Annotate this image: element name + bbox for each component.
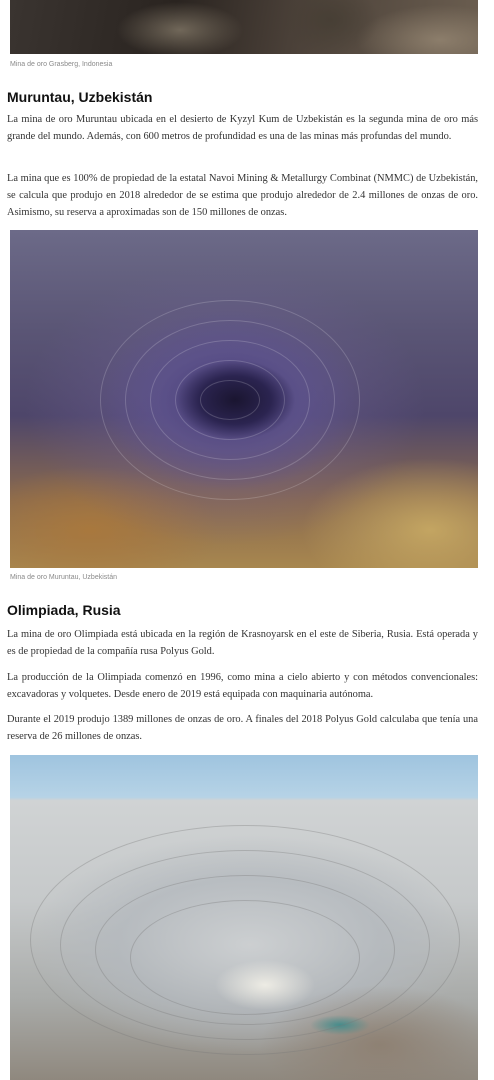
muruntau-mine-photo (10, 230, 478, 568)
grasberg-mine-photo (10, 0, 478, 54)
muruntau-paragraph-2: La mina que es 100% de propiedad de la estatal Navoi Mining & Metallurgy Combinat (NMMC) de Uzbekistán, se calcula que produjo en 2018 alrededor de se estima que produjo alrededor de 2.4 millones de onzas de oro. Asimismo, su reserva a aproximadas son de 150 millones de onzas. (7, 173, 478, 219)
muruntau-heading: Muruntau, Uzbekistán (7, 89, 153, 105)
grasberg-photo-caption: Mina de oro Grasberg, Indonesia (10, 61, 113, 68)
muruntau-photo-caption: Mina de oro Muruntau, Uzbekistán (10, 574, 117, 581)
olimpiada-heading: Olimpiada, Rusia (7, 602, 121, 618)
olimpiada-paragraph-2: La producción de la Olimpiada comenzó en 1996, como mina a cielo abierto y con métodos convencionales: excavadoras y volquetes. Desde enero de 2019 está equipada con maquinaria autónoma. (7, 672, 478, 701)
olimpiada-paragraph-1: La mina de oro Olimpiada está ubicada en la región de Krasnoyarsk en el este de Siberia, Rusia. Está operada y es de propiedad de la compañía rusa Polyus Gold. (7, 629, 478, 658)
olimpiada-mine-photo (10, 755, 478, 1080)
olimpiada-paragraph-3: Durante el 2019 produjo 1389 millones de onzas de oro. A finales del 2018 Polyus Gold calculaba que tenía una reserva de 26 millones de onzas. (7, 714, 478, 743)
muruntau-paragraph-1: La mina de oro Muruntau ubicada en el desierto de Kyzyl Kum de Uzbekistán es la segunda mina de oro más grande del mundo. Además, con 600 metros de profundidad es una de las minas más profundas del mundo. (7, 114, 478, 143)
